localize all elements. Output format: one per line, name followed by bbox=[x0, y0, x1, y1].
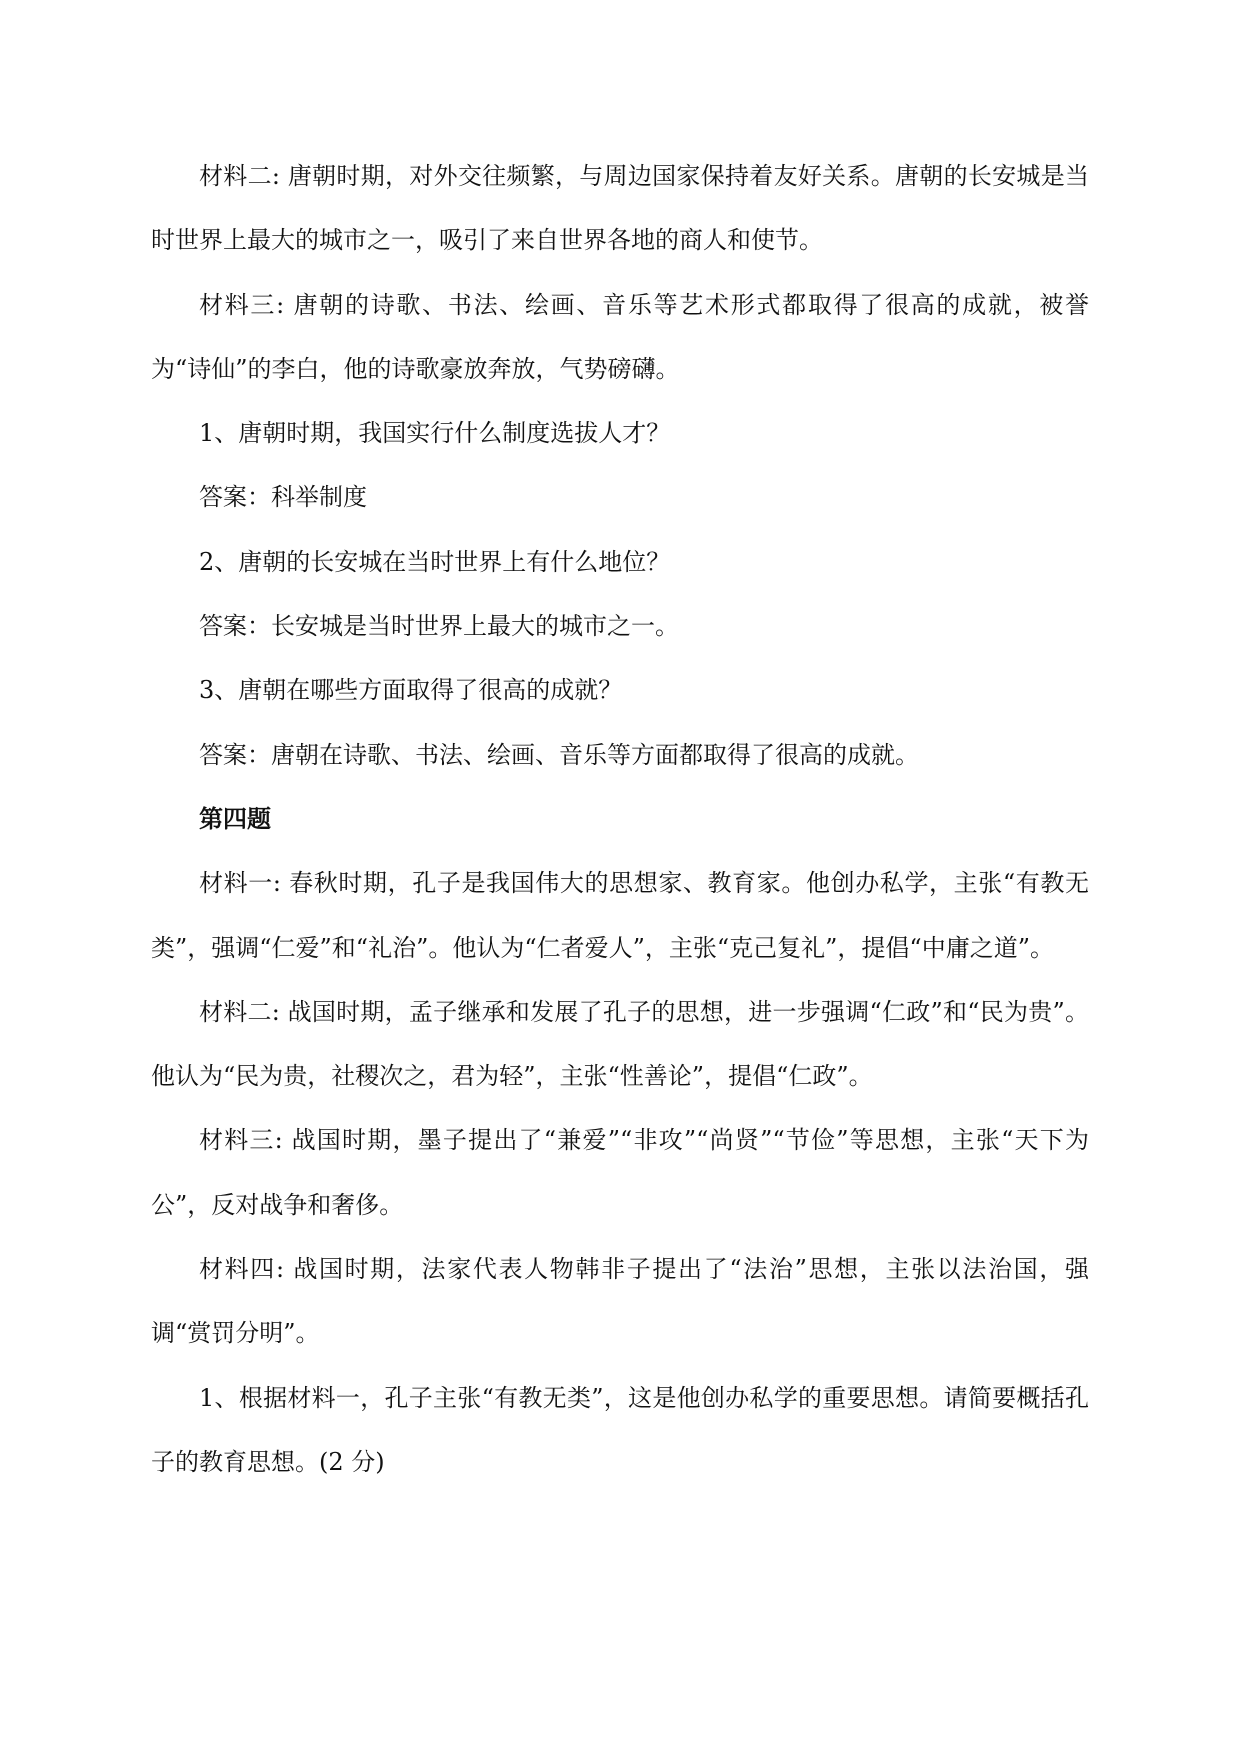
material-two-tang-foreign-relations: 材料二: 唐朝时期，对外交往频繁，与周边国家保持着友好关系。唐朝的长安城是当时世界上最大的城市之一，吸引了来自世界各地的商人和使节。 bbox=[151, 162, 1089, 255]
section-heading-question-four: 第四题 bbox=[199, 804, 271, 833]
material-one-confucius: 材料一: 春秋时期，孔子是我国伟大的思想家、教育家。他创办私学，主张“有教无类”，强调“仁爱”和“礼治”。他认为“仁者爱人”，主张“克己复礼”，提倡“中庸之道”。 bbox=[151, 869, 1089, 962]
answer-2: 答案：长安城是当时世界上最大的城市之一。 bbox=[199, 612, 679, 641]
material-four-hanfeizi: 材料四: 战国时期，法家代表人物韩非子提出了“法治”思想，主张以法治国，强调“赏罚分明”。 bbox=[151, 1255, 1089, 1348]
document-body bbox=[151, 144, 1089, 1494]
question-3-tang-achievements: 3、唐朝在哪些方面取得了很高的成就？ bbox=[199, 676, 623, 705]
question-2-changan-status: 2、唐朝的长安城在当时世界上有什么地位？ bbox=[199, 547, 671, 576]
material-two-mencius: 材料二: 战国时期，孟子继承和发展了孔子的思想，进一步强调“仁政”和“民为贵”。他认为“民为贵，社稷次之，君为轻”，主张“性善论”，提倡“仁政”。 bbox=[151, 997, 1089, 1091]
answer-3: 答案：唐朝在诗歌、书法、绘画、音乐等方面都取得了很高的成就。 bbox=[199, 740, 919, 769]
answer-1: 答案：科举制度 bbox=[199, 483, 367, 512]
question-1-tang-talent-system: 1、唐朝时期，我国实行什么制度选拔人才？ bbox=[199, 419, 671, 448]
material-three-tang-arts: 材料三: 唐朝的诗歌、书法、绘画、音乐等艺术形式都取得了很高的成就，被誉为“诗仙”的李白，他的诗歌豪放奔放，气势磅礴。 bbox=[151, 290, 1089, 383]
material-three-mozi: 材料三: 战国时期，墨子提出了“兼爱”“非攻”“尚贤”“节俭”等思想，主张“天下为公”，反对战争和奢侈。 bbox=[151, 1126, 1089, 1219]
question-4-1-confucius-education: 1、根据材料一，孔子主张“有教无类”，这是他创办私学的重要思想。请简要概括孔子的教育思想。(2 分) bbox=[151, 1383, 1089, 1476]
